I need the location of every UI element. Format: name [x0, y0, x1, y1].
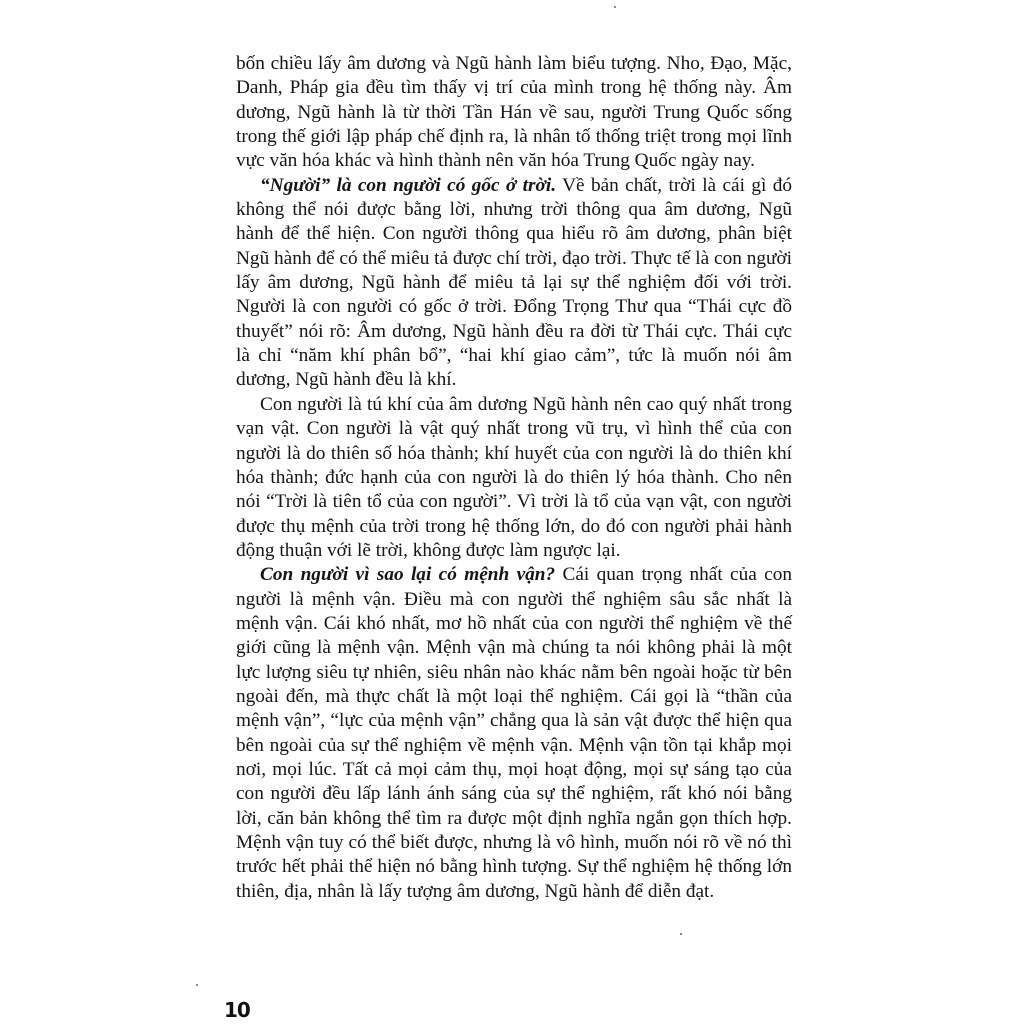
- paragraph-2-text: Về bản chất, trời là cái gì đó không thể nói được bằng lời, nhưng trời thông qua âm dương, Ngũ hành để thể hiện. Con người thông qua hiểu rõ âm dương, phân biệt Ngũ hành để có thể miêu tả được chí trời, đạo trời. Thực tế là con người lấy âm dương, Ngũ hành để miêu tả lại sự thể nghiệm đối với trời. Người là con người có gốc ở trời. Đổng Trọng Thư qua “Thái cực đồ thuyết” nói rõ: Âm dương, Ngũ hành đều ra đời từ Thái cực. Thái cực là chỉ “năm khí phân bổ”, “hai khí giao cảm”, tức là muốn nói âm dương, Ngũ hành đều là khí.: [236, 174, 792, 391]
- paragraph-1-text: bốn chiều lấy âm dương và Ngũ hành làm biểu tượng. Nho, Đạo, Mặc, Danh, Pháp gia đều tìm thấy vị trí của mình trong hệ thống này. Âm dương, Ngũ hành là từ thời Tần Hán về sau, người Trung Quốc sống trong thế giới lập pháp chế định ra, là nhân tố thống triệt trong mọi lĩnh vực văn hóa khác và hình thành nên văn hóa Trung Quốc ngày nay.: [236, 53, 792, 172]
- body-text: [236, 52, 792, 904]
- paragraph-4-text: Cái quan trọng nhất của con người là mệnh vận. Điều mà con người thể nghiệm sâu sắc nhất là mệnh vận. Cái khó nhất, mơ hồ nhất của con người thể nghiệm về thế giới cũng là mệnh vận. Mệnh vận mà chúng ta nói không phải là một lực lượng siêu tự nhiên, siêu nhân nào khác nằm bên ngoài hoặc từ bên ngoài đến, mà thực chất là một loại thể nghiệm. Cái gọi là “thần của mệnh vận”, “lực của mệnh vận” chẳng qua là sản vật được thể hiện qua bên ngoài của sự thể nghiệm về mệnh vận. Mệnh vận tồn tại khắp mọi nơi, mọi lúc. Tất cả mọi cảm thụ, mọi hoạt động, mọi sự sáng tạo của con người đều lấp lánh ánh sáng của sự thể nghiệm, rất khó nói bằng lời, căn bản không thể tìm ra được một định nghĩa ngắn gọn thích hợp. Mệnh vận tuy có thể biết được, nhưng là vô hình, muốn nói rõ về nó thì trước hết phải thể hiện nó bằng hình tượng. Sự thể nghiệm hệ thống lớn thiên, địa, nhân là lấy tượng âm dương, Ngũ hành để diễn đạt.: [236, 564, 793, 902]
- paragraph-3-text: Con người là tú khí của âm dương Ngũ hành nên cao quý nhất trong vạn vật. Con người là vật quý nhất trong vũ trụ, vì hình thể của con người là do thiên số hóa thành; khí huyết của con người là do thiên khí hóa thành; đức hạnh của con người là do thiên lý hóa thành. Cho nên nói “Trời là tiên tổ của con người”. Vì trời là tổ của vạn vật, con người được thụ mệnh của trời trong hệ thống lớn, do đó con người phải hành động thuận với lẽ trời, không được làm ngược lại.: [236, 393, 792, 561]
- paragraph-2-lead: “Người” là con người có gốc ở trời.: [260, 174, 557, 196]
- scan-speck: [614, 6, 616, 8]
- paragraph-4: [236, 563, 792, 904]
- paragraph-4-lead: Con người vì sao lại có mệnh vận?: [260, 564, 556, 586]
- paragraph-1: [236, 52, 792, 174]
- paragraph-2: [236, 174, 792, 393]
- scan-speck: [680, 933, 682, 935]
- page-number: 10: [224, 998, 250, 1022]
- paragraph-3: [236, 393, 792, 563]
- scan-speck: [196, 984, 198, 986]
